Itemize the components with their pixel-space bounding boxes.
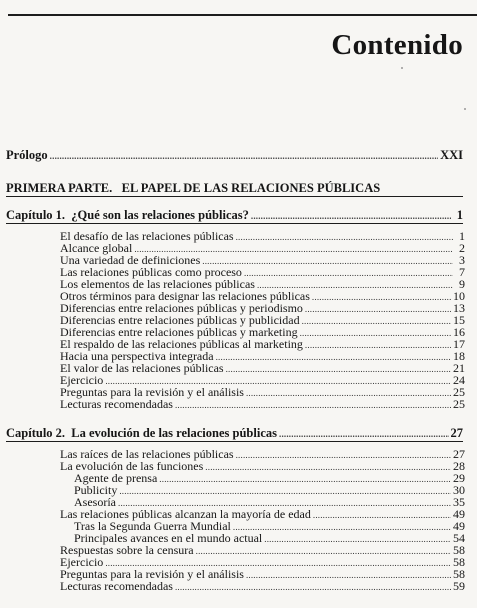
entry-page: 35 (453, 495, 465, 509)
entry-text: Diferencias entre relaciones públicas y periodismo (60, 301, 303, 315)
toc-chapter-1 (6, 208, 463, 223)
entry-page: 18 (453, 349, 465, 363)
toc-chapter-2 (6, 426, 463, 441)
entry-text: Respuestas sobre la censura (60, 543, 194, 557)
entry-page: 13 (453, 301, 465, 315)
entry-text: Una variedad de definiciones (60, 253, 201, 267)
entry-text: Preguntas para la revisión y el análisis (60, 385, 244, 399)
paper-speck (464, 108, 466, 110)
toc-prologue (6, 148, 463, 163)
entry-page: 2 (459, 241, 465, 255)
entry-page: 15 (453, 313, 465, 327)
entry-page: 25 (453, 385, 465, 399)
entry-page: 21 (453, 361, 465, 375)
entry-text: Principales avances en el mundo actual (74, 531, 263, 545)
part-label: PRIMERA PARTE. (6, 181, 113, 195)
entry-text: El respaldo de las relaciones públicas al marketing (60, 337, 303, 351)
entry-text: Asesoría (74, 495, 116, 509)
entry-text: Las raíces de las relaciones públicas (60, 447, 234, 461)
chapter-1-page: 1 (456, 208, 463, 222)
entry-text: Ejercicio (60, 555, 104, 569)
chapter-1-name: ¿Qué son las relaciones públicas? (71, 208, 249, 222)
prologue-label: Prólogo (6, 148, 48, 162)
part-name: EL PAPEL DE LAS RELACIONES PÚBLICAS (121, 181, 381, 195)
entry-text: Hacia una perspectiva integrada (60, 349, 214, 363)
entry-page: 30 (453, 483, 465, 497)
entry-page: 25 (453, 397, 465, 411)
chapter-2-name: La evolución de las relaciones públicas (71, 426, 277, 440)
chapter-2-heading (6, 426, 277, 441)
toc-entry (60, 579, 465, 594)
prologue-page: XXI (440, 148, 463, 162)
toc-entry (60, 397, 465, 412)
entry-text: Otros términos para designar las relaciones públicas (60, 289, 310, 303)
entry-page: 58 (453, 555, 465, 569)
entry-page: 24 (453, 373, 465, 387)
entry-text: La evolución de las funciones (60, 459, 204, 473)
entry-text: El desafío de las relaciones públicas (60, 229, 234, 243)
entry-page: 27 (453, 447, 465, 461)
entry-text: Alcance global (60, 241, 133, 255)
paper-speck (401, 67, 403, 69)
entry-page: 58 (453, 543, 465, 557)
entry-page: 7 (459, 265, 465, 279)
entry-text: Las relaciones públicas alcanzan la mayoría de edad (60, 507, 311, 521)
entry-page: 9 (459, 277, 465, 291)
entry-page: 28 (453, 459, 465, 473)
entry-page: 58 (453, 567, 465, 581)
entry-text: Los elementos de las relaciones públicas (60, 277, 255, 291)
entry-text: El valor de las relaciones públicas (60, 361, 224, 375)
chapter-2-rule (6, 441, 463, 442)
entry-page: 49 (453, 519, 465, 533)
chapter-1-rule (6, 223, 463, 224)
dot-leader (175, 582, 451, 592)
entry-page: 59 (453, 579, 465, 593)
page-title: Contenido (331, 29, 463, 61)
entry-page: 29 (453, 471, 465, 485)
entry-page: 17 (453, 337, 465, 351)
entry-page: 16 (453, 325, 465, 339)
dot-leader (175, 400, 451, 410)
chapter-2-page: 27 (450, 426, 463, 440)
entry-text: Ejercicio (60, 373, 104, 387)
entry-page: 3 (459, 253, 465, 267)
entry-page: 54 (453, 531, 465, 545)
entry-text: Agente de prensa (74, 471, 158, 485)
entry-text: Preguntas para la revisión y el análisis (60, 567, 244, 581)
part-heading (6, 181, 380, 196)
chapter-1-label: Capítulo 1. (6, 208, 66, 222)
dot-leader (279, 429, 449, 439)
entry-page: 49 (453, 507, 465, 521)
entry-page: 1 (459, 229, 465, 243)
entry-text: Lecturas recomendadas (60, 397, 173, 411)
entry-text: Publicity (74, 483, 118, 497)
entry-text: Diferencias entre relaciones públicas y marketing (60, 325, 298, 339)
chapter-2-label: Capítulo 2. (6, 426, 66, 440)
entry-text: Diferencias entre relaciones públicas y publicidad (60, 313, 300, 327)
dot-leader (50, 151, 438, 161)
entry-text: Las relaciones públicas como proceso (60, 265, 242, 279)
entry-text: Tras la Segunda Guerra Mundial (74, 519, 231, 533)
top-rule (8, 14, 477, 16)
entry-text: Lecturas recomendadas (60, 579, 173, 593)
chapter-1-heading (6, 208, 249, 223)
dot-leader (251, 211, 451, 221)
part-rule (6, 196, 463, 197)
entry-page: 10 (453, 289, 465, 303)
